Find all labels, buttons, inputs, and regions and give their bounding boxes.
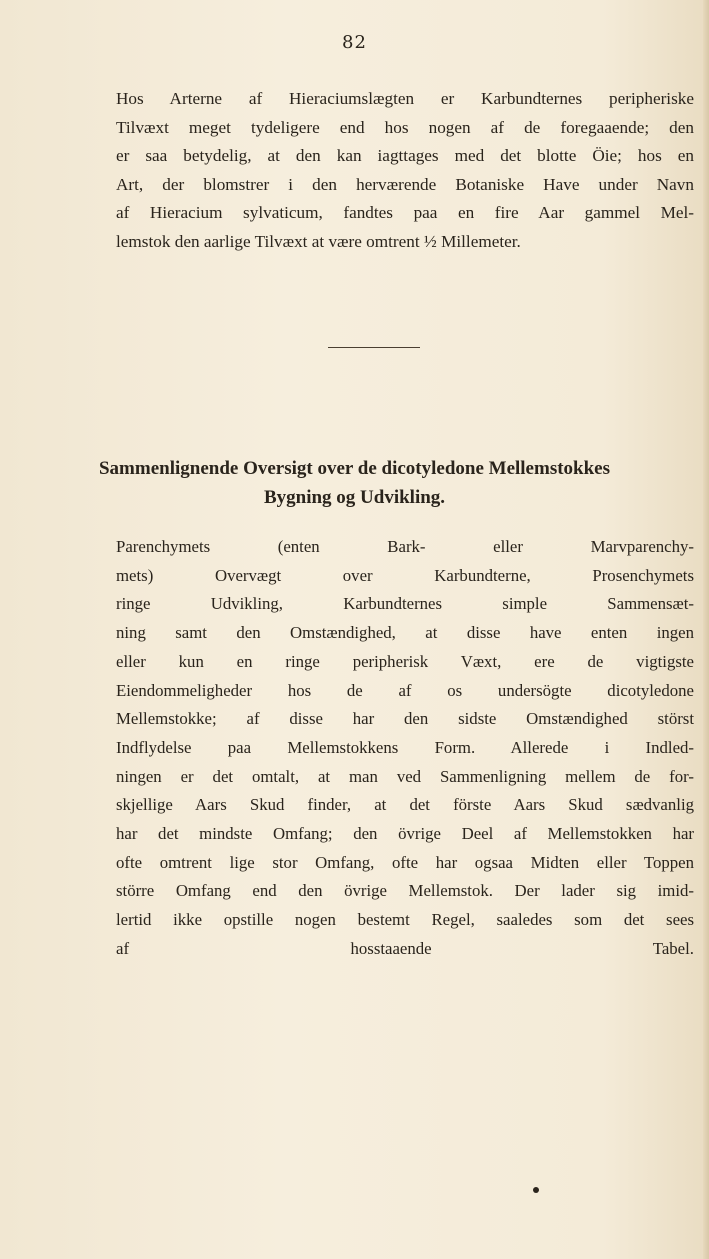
- text-line: Mellemstokke; af disse har den sidste Omstændighed störst: [116, 709, 694, 729]
- text-line: Indflydelse paa Mellemstokkens Form. Allerede i Indled-: [116, 737, 694, 757]
- text-line: ofte omtrent lige stor Omfang, ofte har ogsaa Midten eller Toppen: [116, 852, 694, 872]
- text-line: mets) Overvægt over Karbundterne, Prosenchymets: [116, 565, 694, 585]
- text-line: Tilvæxt meget tydeligere end hos nogen af de foregaaende; den: [116, 117, 694, 137]
- text-line: Parenchymets (enten Bark- eller Marvparenchy-: [116, 537, 694, 556]
- body-paragraph: [116, 533, 694, 964]
- text-line: ringe Udvikling, Karbundternes simple Sammensæt-: [116, 594, 694, 614]
- text-line: eller kun en ringe peripherisk Væxt, ere de vigtigste: [116, 651, 694, 671]
- text-line: af hosstaaende Tabel.: [116, 938, 694, 958]
- page-edge: [703, 0, 709, 1259]
- text-line: af Hieracium sylvaticum, fandtes paa en fire Aar gammel Mel-: [116, 203, 694, 222]
- text-line: ningen er det omtalt, at man ved Sammenligning mellem de for-: [116, 766, 694, 786]
- text-line: Art, der blomstrer i den herværende Botaniske Have under Navn: [116, 174, 694, 194]
- text-line: Hos Arterne af Hieraciumslægten er Karbundternes peripheriske: [116, 89, 694, 108]
- section-divider: [328, 347, 420, 348]
- ink-spot: [533, 1187, 539, 1193]
- intro-paragraph: [116, 85, 694, 256]
- section-heading-continued: Bygning og Udvikling.: [263, 487, 446, 508]
- text-line: lemstok den aarlige Tilvæxt at være omtrent ½ Millemeter.: [116, 231, 521, 251]
- text-line: er saa betydelig, at den kan iagttages med det blotte Öie; hos en: [116, 146, 694, 165]
- section-heading: Sammenlignende Oversigt over de dicotyledone Mellemstokkes: [98, 458, 610, 479]
- text-line: lertid ikke opstille nogen bestemt Regel, saaledes som det sees: [116, 910, 694, 930]
- text-line: har det mindste Omfang; den övrige Deel af Mellemstokken har: [116, 824, 694, 844]
- text-line: ning samt den Omstændighed, at disse have enten ingen: [116, 623, 694, 643]
- page-number: 82: [342, 32, 367, 53]
- text-line: skjellige Aars Skud finder, at det förste Aars Skud sædvanlig: [116, 795, 694, 815]
- text-line: Eiendommeligheder hos de af os undersögte dicotyledone: [116, 680, 694, 700]
- text-line: större Omfang end den övrige Mellemstok. Der lader sig imid-: [116, 881, 694, 901]
